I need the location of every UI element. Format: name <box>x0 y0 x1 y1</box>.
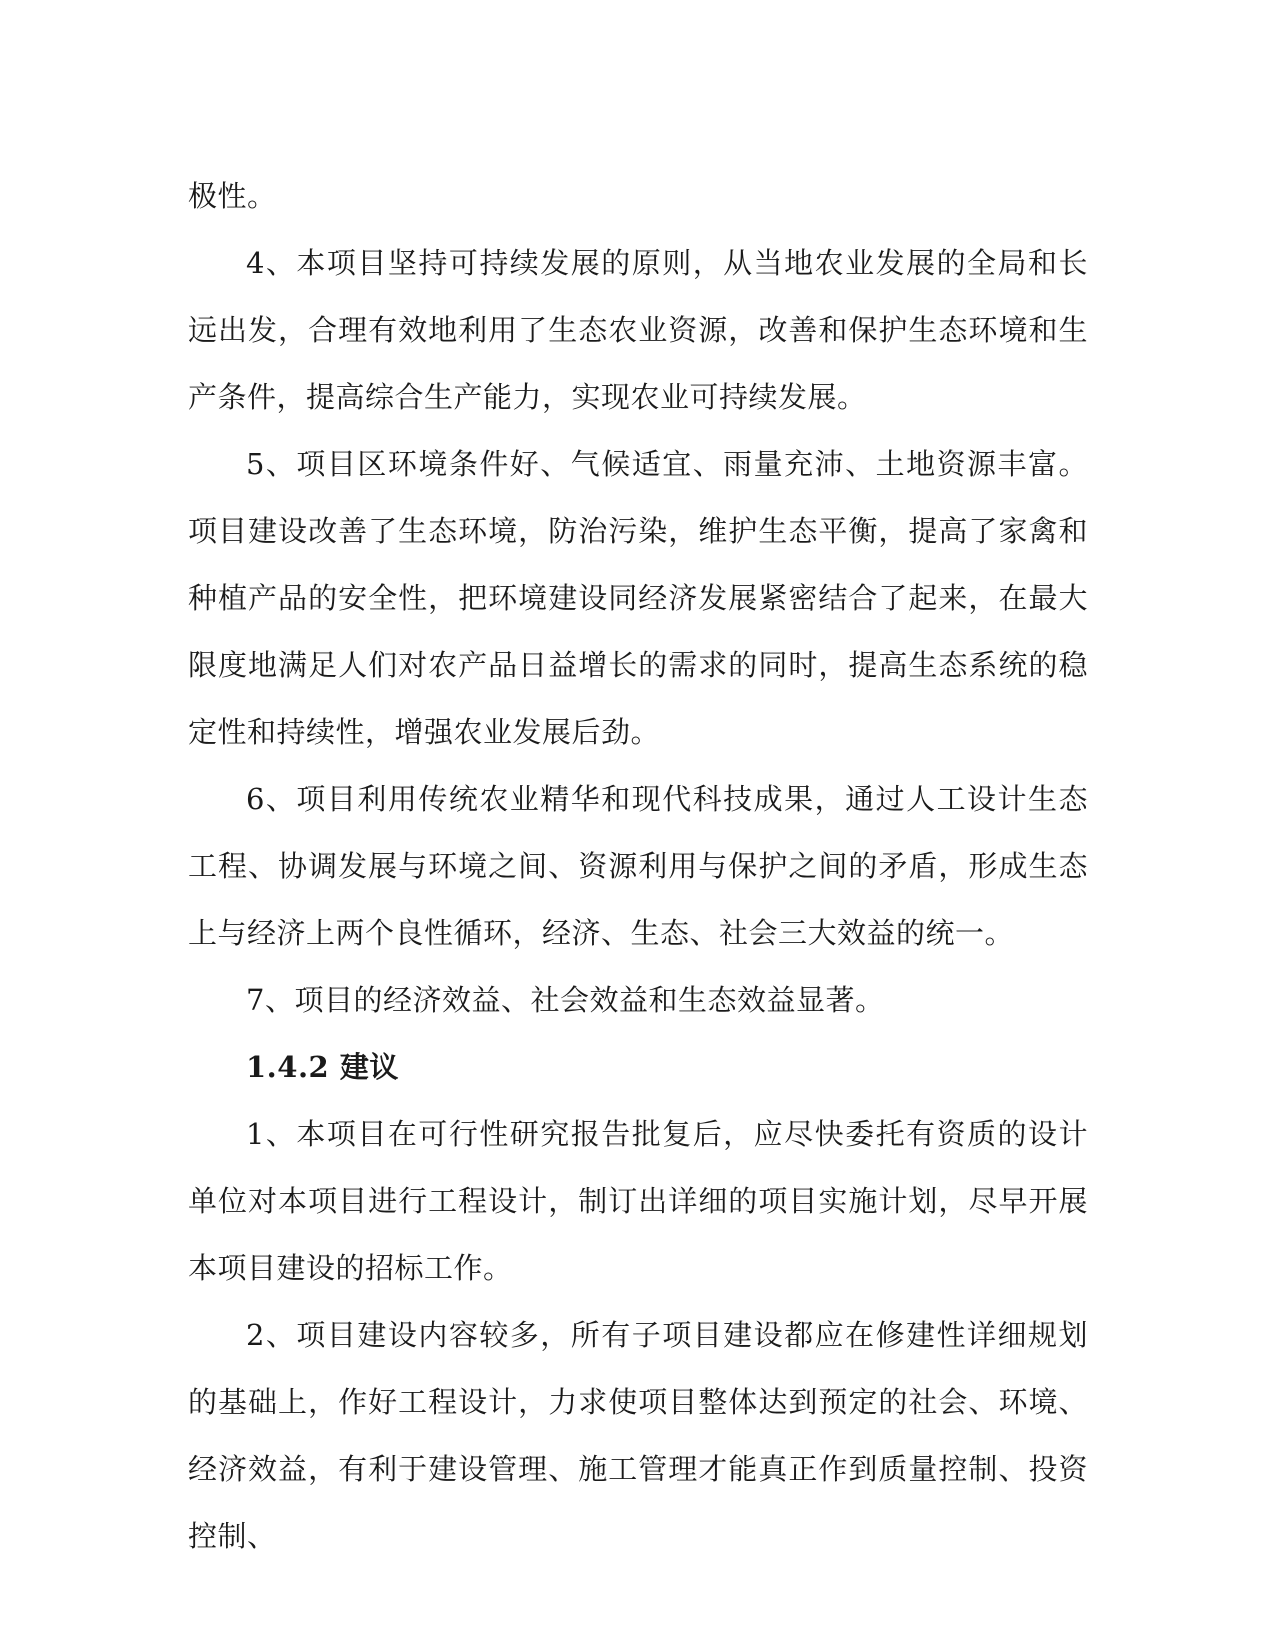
suggestion-item-1: 1、本项目在可行性研究报告批复后，应尽快委托有资质的设计单位对本项目进行工程设计，制订出详细的项目实施计划，尽早开展本项目建设的招标工作。 <box>188 1117 1088 1285</box>
suggestion-item-2: 2、项目建设内容较多，所有子项目建设都应在修建性详细规划的基础上，作好工程设计，力求使项目整体达到预定的社会、环境、经济效益，有利于建设管理、施工管理才能真正作到质量控制、投资控制、 <box>188 1318 1088 1553</box>
paragraph-continuation: 极性。 <box>188 179 277 213</box>
paragraph-item-5: 5、项目区环境条件好、气候适宜、雨量充沛、土地资源丰富。项目建设改善了生态环境，防治污染，维护生态平衡，提高了家禽和种植产品的安全性，把环境建设同经济发展紧密结合了起来，在最大限度地满足人们对农产品日益增长的需求的同时，提高生态系统的稳定性和持续性，增强农业发展后劲。 <box>188 447 1088 749</box>
paragraph-item-7: 7、项目的经济效益、社会效益和生态效益显著。 <box>246 983 885 1017</box>
paragraph-item-4: 4、本项目坚持可持续发展的原则，从当地农业发展的全局和长远出发，合理有效地利用了生态农业资源，改善和保护生态环境和生产条件，提高综合生产能力，实现农业可持续发展。 <box>188 246 1088 414</box>
paragraph-item-6: 6、项目利用传统农业精华和现代科技成果，通过人工设计生态工程、协调发展与环境之间、资源利用与保护之间的矛盾，形成生态上与经济上两个良性循环，经济、生态、社会三大效益的统一。 <box>188 782 1088 950</box>
section-heading: 1.4.2 建议 <box>246 1050 399 1084</box>
document-body <box>188 163 1088 1570</box>
